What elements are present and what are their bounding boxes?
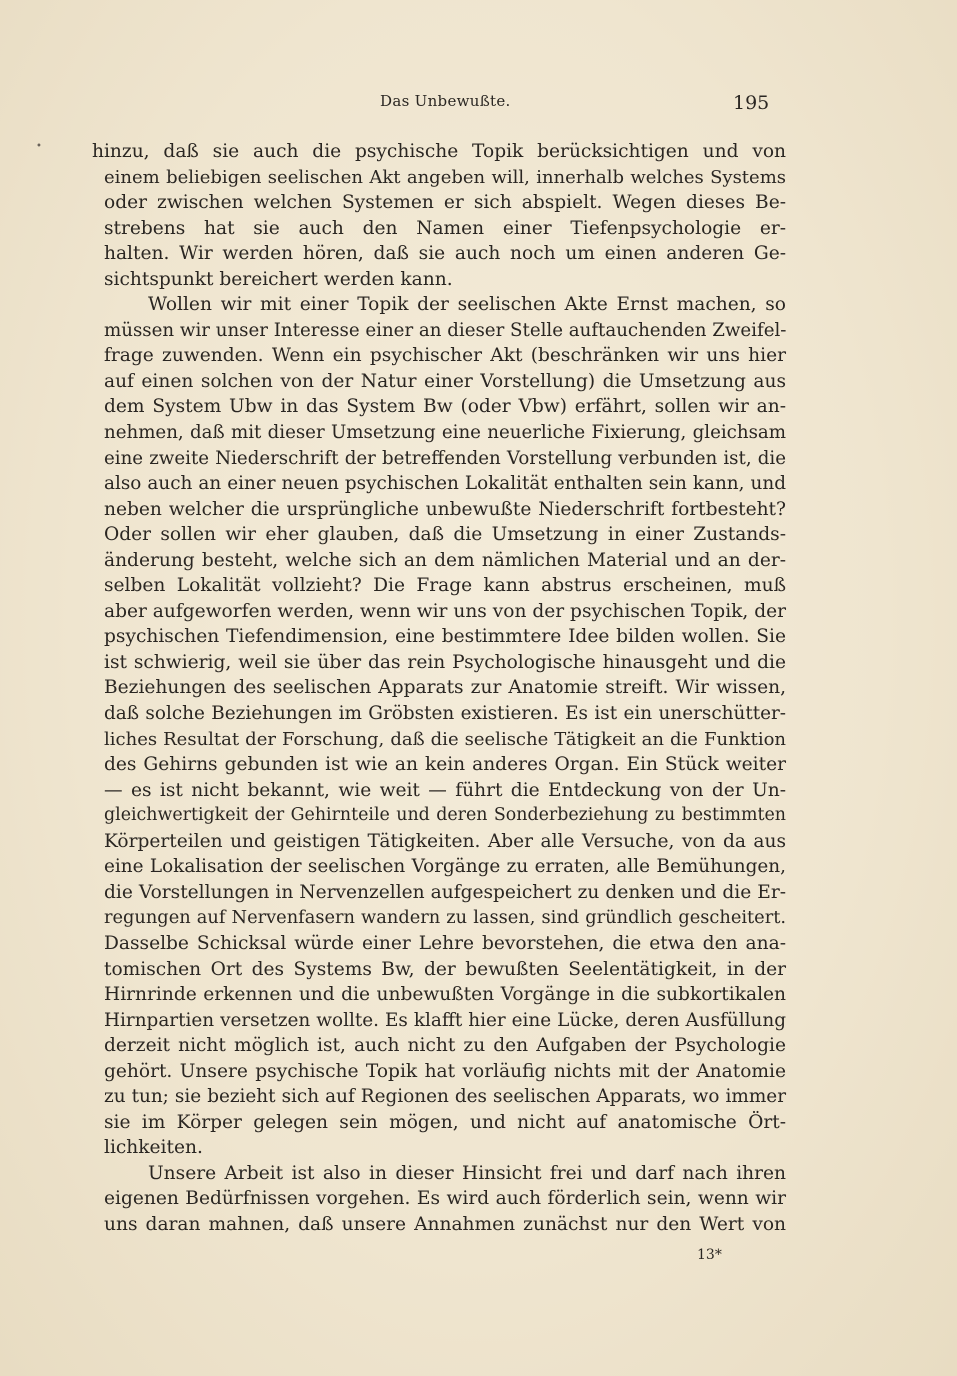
text-line: Beziehungen des seelischen Apparats zur Anatomie streift. Wir wissen, — [104, 677, 786, 699]
text-line: eine Lokalisation der seelischen Vorgänge zu erraten, alle Bemühungen, — [104, 856, 786, 878]
text-line: ist schwierig, weil sie über das rein Psychologische hinausgeht und die — [104, 651, 786, 673]
text-line: tomischen Ort des Systems Bw, der bewußten Seelentätigkeit, in der — [104, 958, 786, 980]
text-line: liches Resultat der Forschung, daß die seelische Tätigkeit an die Funktion — [104, 728, 786, 750]
text-line: frage zuwenden. Wenn ein psychischer Akt (beschränken wir uns hier — [104, 345, 786, 367]
text-line: — es ist nicht bekannt, wie weit — führt die Entdeckung von der Un- — [104, 779, 786, 801]
text-line: neben welcher die ursprüngliche unbewußte Niederschrift fortbesteht? — [104, 498, 786, 520]
text-line: änderung besteht, welche sich an dem nämlichen Material und an der- — [104, 549, 786, 571]
text-line: uns daran mahnen, daß unsere Annahmen zunächst nur den Wert von — [104, 1213, 786, 1235]
text-line: sie im Körper gelegen sein mögen, und nicht auf anatomische Ört- — [104, 1111, 786, 1133]
text-line: des Gehirns gebunden ist wie an kein anderes Organ. Ein Stück weiter — [104, 754, 786, 776]
text-line: Unsere Arbeit ist also in dieser Hinsicht frei und darf nach ihren — [148, 1162, 786, 1184]
text-line: Körperteilen und geistigen Tätigkeiten. Aber alle Versuche, von da aus — [104, 830, 786, 852]
text-line: gehört. Unsere psychische Topik hat vorläufig nichts mit der Anatomie — [104, 1060, 786, 1082]
text-line: oder zwischen welchen Systemen er sich abspielt. Wegen dieses Be- — [104, 192, 786, 214]
margin-mark: • — [36, 141, 42, 152]
text-line: nehmen, daß mit dieser Umsetzung eine neuerliche Fixierung, gleichsam — [104, 422, 786, 444]
page-number: 195 — [733, 92, 770, 114]
text-line: eine zweite Niederschrift der betreffenden Vorstellung verbunden ist, die — [104, 447, 786, 469]
text-line: auf einen solchen von der Natur einer Vorstellung) die Umsetzung aus — [104, 370, 786, 392]
text-line: zu tun; sie bezieht sich auf Regionen des seelischen Apparats, wo immer — [104, 1086, 786, 1108]
text-line: einem beliebigen seelischen Akt angeben will, innerhalb welches Systems — [104, 166, 786, 188]
text-line: die Vorstellungen in Nervenzellen aufgespeichert zu denken und die Er- — [104, 881, 786, 903]
text-line: hinzu, daß sie auch die psychische Topik berücksichtigen und von — [92, 141, 786, 162]
text-line: lichkeiten. — [104, 1137, 203, 1159]
text-line: derzeit nicht möglich ist, auch nicht zu den Aufgaben der Psychologie — [104, 1035, 786, 1057]
running-head: Das Unbewußte. — [380, 92, 511, 110]
text-line: Dasselbe Schicksal würde einer Lehre bevorstehen, die etwa den ana- — [104, 932, 786, 954]
signature-mark: 13* — [697, 1247, 722, 1263]
text-line: eigenen Bedürfnissen vorgehen. Es wird auch förderlich sein, wenn wir — [104, 1188, 786, 1210]
text-line: regungen auf Nervenfasern wandern zu lassen, sind gründlich gescheitert. — [104, 907, 786, 929]
text-line: sichtspunkt bereichert werden kann. — [104, 268, 453, 290]
text-line: halten. Wir werden hören, daß sie auch noch um einen anderen Ge- — [104, 243, 786, 265]
text-line: Oder sollen wir eher glauben, daß die Umsetzung in einer Zustands- — [104, 524, 786, 546]
text-line: Hirnrinde erkennen und die unbewußten Vorgänge in die subkortikalen — [104, 984, 786, 1006]
text-line: Wollen wir mit einer Topik der seelischen Akte Ernst machen, so — [148, 294, 786, 316]
text-line: psychischen Tiefendimension, eine bestimmtere Idee bilden wollen. Sie — [104, 626, 786, 648]
text-line: gleichwertigkeit der Gehirnteile und deren Sonderbeziehung zu bestimmten — [104, 805, 786, 826]
text-line: dem System Ubw in das System Bw (oder Vbw) erfährt, sollen wir an- — [104, 396, 786, 418]
text-line: Hirnpartien versetzen wollte. Es klafft hier eine Lücke, deren Ausfüllung — [104, 1009, 786, 1031]
text-line: müssen wir unser Interesse einer an dieser Stelle auftauchenden Zweifel- — [104, 319, 787, 341]
text-line: selben Lokalität vollzieht? Die Frage kann abstrus erscheinen, muß — [104, 575, 786, 597]
text-line: strebens hat sie auch den Namen einer Tiefenpsychologie er- — [104, 217, 786, 239]
text-line: aber aufgeworfen werden, wenn wir uns von der psychischen Topik, der — [104, 600, 787, 622]
text-line: daß solche Beziehungen im Gröbsten existieren. Es ist ein unerschütter- — [104, 703, 786, 725]
text-line: also auch an einer neuen psychischen Lokalität enthalten sein kann, und — [104, 473, 786, 495]
body-text — [92, 139, 787, 1238]
